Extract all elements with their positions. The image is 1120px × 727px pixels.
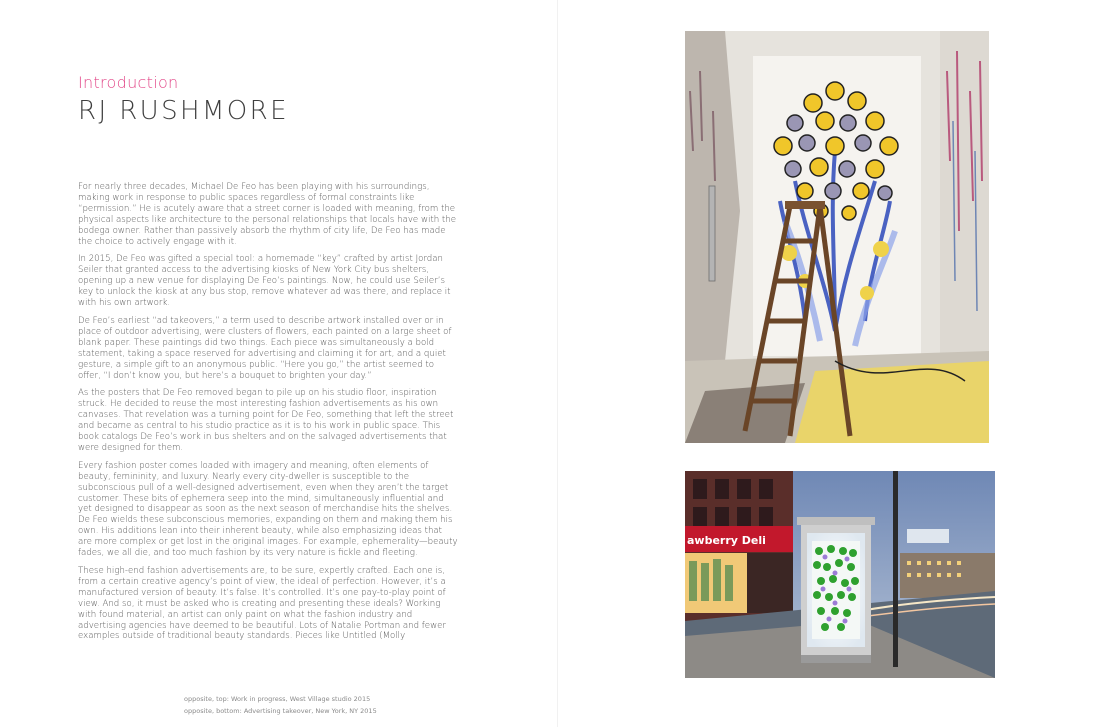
- studio-photo-art: [685, 31, 989, 443]
- flower-ad: [812, 541, 860, 639]
- author-name: RJ RUSHMORE: [78, 96, 289, 126]
- bus-shelter-photo: [685, 471, 995, 678]
- paragraph: These high-end fashion advertisements are, to be sure, expertly crafted. Each one is, from a certain creative agency’s point of view, the ideal of perfection. However, it’s a manufactured version of beauty. It’s false. It’s controlled. It’s one pay-to-play point of view. And so, it must be asked who is creating and presenting these ideals? Working with found material, an artist can only paint on what the fashion industry and advertising agencies have deemed to be beautiful. Lots of Natalie Portman and fewer examples outside of traditional beauty standards. Pieces like Untitled (Molly: [78, 566, 446, 642]
- page-gutter: [557, 0, 558, 727]
- body-text: [78, 182, 458, 670]
- paragraph: Every fashion poster comes loaded with imagery and meaning, often elements of beauty, femininity, and luxury. Nearly every city-dweller is susceptible to the subconscious pull of a well-designed advertisement, even when they aren’t the target customer. These bits of ephemera seep into the mind, simultaneously influential and yet designed to disappear as soon as the next season of merchandise hits the shelves. De Feo wields these subconscious memories, expanding on them and making them his own. His additions lean into their inherent beauty, while also emphasizing ideas that are more complex or get lost in the original images. For example, ephemerality—beauty fades, we all die, and too much fashion by its very nature is fickle and fleeting.: [78, 460, 458, 559]
- studio-photo: [685, 31, 989, 443]
- photo-captions: [184, 693, 377, 717]
- deli-sign: awberry Deli: [687, 534, 766, 547]
- caption-bottom: opposite, bottom: Advertising takeover, New York, NY 2015: [184, 707, 377, 715]
- paragraph: For nearly three decades, Michael De Feo has been playing with his surroundings, making work in response to public spaces regardless of formal constraints like “permission.” He is acutely aware that a street corner is loaded with meaning, from the physical aspects like architecture to the personal relationships that locals have with the bodega owner. Rather than passively absorb the rhythm of city life, De Feo has made the choice to actively engage with it.: [78, 182, 457, 247]
- paragraph: As the posters that De Feo removed began to pile up on his studio floor, inspiration struck. He decided to reuse the most interesting fashion advertisements as his own canvases. That revelation was a turning point for De Feo, something that left the street and became as central to his studio practice as it is to his work in public space. This book catalogs De Feo’s work in bus shelters and on the salvaged advertisements that were designed for them.: [78, 388, 454, 453]
- paragraph: De Feo’s earliest “ad takeovers,” a term used to describe artwork installed over or in place of outdoor advertising, were clusters of flowers, each painted on a large sheet of blank paper. These paintings did two things. Each piece was simultaneously a bold statement, taking a space reserved for advertising and claiming it for art, and a quiet gesture, a simple gift to an anonymous public. “Here you go,” the artist seemed to offer, “I don’t know you, but here’s a bouquet to brighten your day.”: [78, 315, 452, 381]
- section-label: Introduction: [78, 73, 179, 92]
- paragraph: In 2015, De Feo was gifted a special tool: a homemade “key” crafted by artist Jordan Seiler that granted access to the advertising kiosks of New York City bus shelters, opening up a new venue for displaying De Feo’s paintings. Now, he could use Seiler’s key to unlock the kiosk at any bus stop, remove whatever ad was there, and replace it with his own artwork.: [78, 254, 451, 309]
- caption-top: opposite, top: Work in progress, West Village studio 2015: [184, 695, 371, 703]
- bus-shelter-photo-art: [685, 471, 995, 678]
